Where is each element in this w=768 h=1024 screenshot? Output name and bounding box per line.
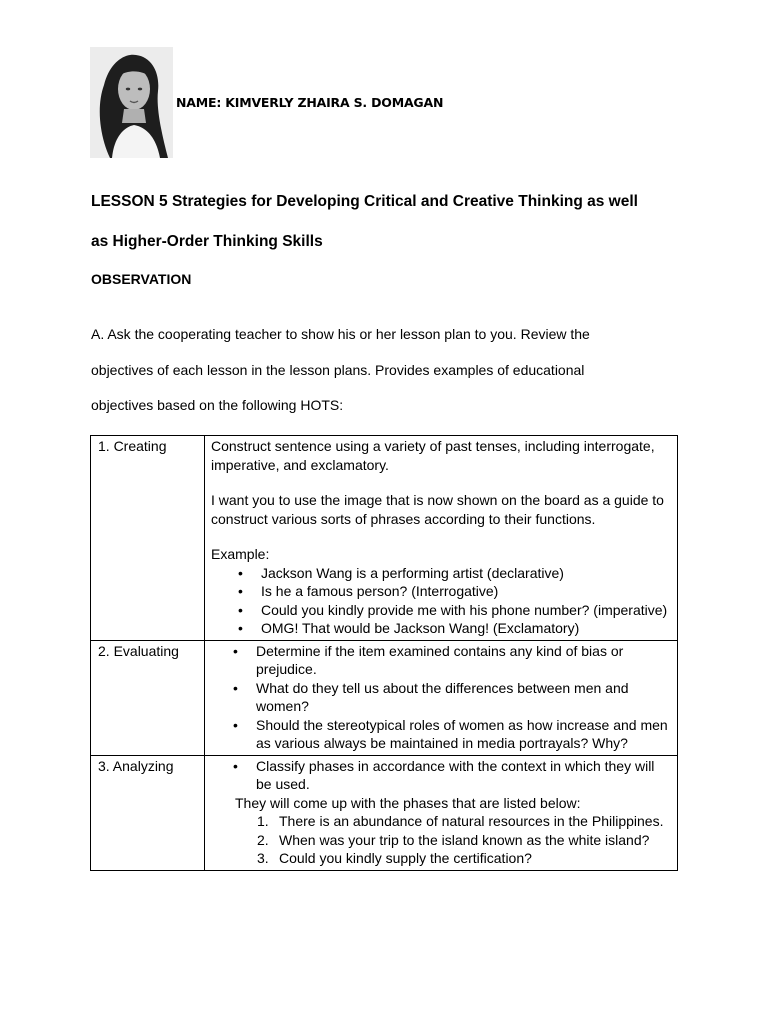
list-item: • What do they tell us about the differences between men and women? — [256, 679, 671, 716]
item-number: 2. — [257, 831, 269, 848]
list-item: • OMG! That would be Jackson Wang! (Exclamatory) — [261, 619, 671, 638]
list-item: • Determine if the item examined contains any kind of bias or prejudice. — [256, 642, 671, 679]
creating-description: Construct sentence using a variety of past tenses, including interrogate, imperative, and exclamatory. — [211, 438, 655, 473]
list-item: • Is he a famous person? (Interrogative) — [261, 582, 671, 601]
list-item: • Classify phases in accordance with the context in which they will be used. — [256, 757, 671, 794]
instruction-line: A. Ask the cooperating teacher to show his or her lesson plan to you. Review the — [91, 326, 590, 342]
item-text: Could you kindly supply the certification? — [279, 850, 532, 866]
row-label: 3. Analyzing — [91, 755, 205, 870]
section-heading: OBSERVATION — [91, 271, 192, 287]
analyzing-lead: They will come up with the phases that are listed below: — [235, 794, 581, 811]
phrase-list — [211, 812, 671, 868]
title-line: as Higher-Order Thinking Skills — [91, 233, 323, 250]
profile-photo — [90, 47, 173, 158]
row-content — [205, 755, 678, 870]
lesson-title — [91, 182, 691, 262]
analyzing-list — [211, 757, 671, 794]
list-item — [257, 812, 671, 831]
creating-instruction: I want you to use the image that is now shown on the board as a guide to construct various sorts of phrases according to their functions. — [211, 492, 664, 527]
student-name: NAME: KIMVERLY ZHAIRA S. DOMAGAN — [176, 95, 444, 110]
list-item: • Could you kindly provide me with his phone number? (imperative) — [261, 601, 671, 620]
portrait-image — [90, 47, 173, 158]
row-content — [205, 640, 678, 755]
item-number: 3. — [257, 850, 269, 866]
list-item — [257, 831, 671, 850]
item-number: 1. — [257, 813, 269, 829]
item-text: There is an abundance of natural resources in the Philippines. — [279, 813, 664, 829]
row-content — [205, 436, 678, 641]
table-row — [91, 755, 678, 870]
example-label: Example: — [211, 546, 270, 562]
evaluating-list — [211, 642, 671, 753]
table-row — [91, 640, 678, 755]
title-line: LESSON 5 Strategies for Developing Critical and Creative Thinking as well — [91, 193, 638, 210]
table-row — [91, 436, 678, 641]
instruction-line: objectives of each lesson in the lesson plans. Provides examples of educational — [91, 361, 585, 378]
instruction-line: objectives based on the following HOTS: — [91, 397, 344, 413]
instructions-paragraph — [91, 317, 691, 424]
list-item: • Jackson Wang is a performing artist (declarative) — [261, 564, 671, 583]
row-label: 1. Creating — [91, 436, 205, 641]
list-item — [257, 849, 671, 868]
item-text: When was your trip to the island known as the white island? — [279, 831, 650, 848]
row-label: 2. Evaluating — [91, 640, 205, 755]
list-item: • Should the stereotypical roles of women as how increase and men as various always be maintained in media portrayals? Why? — [256, 716, 671, 753]
hots-table — [90, 435, 678, 871]
example-list — [211, 564, 671, 638]
